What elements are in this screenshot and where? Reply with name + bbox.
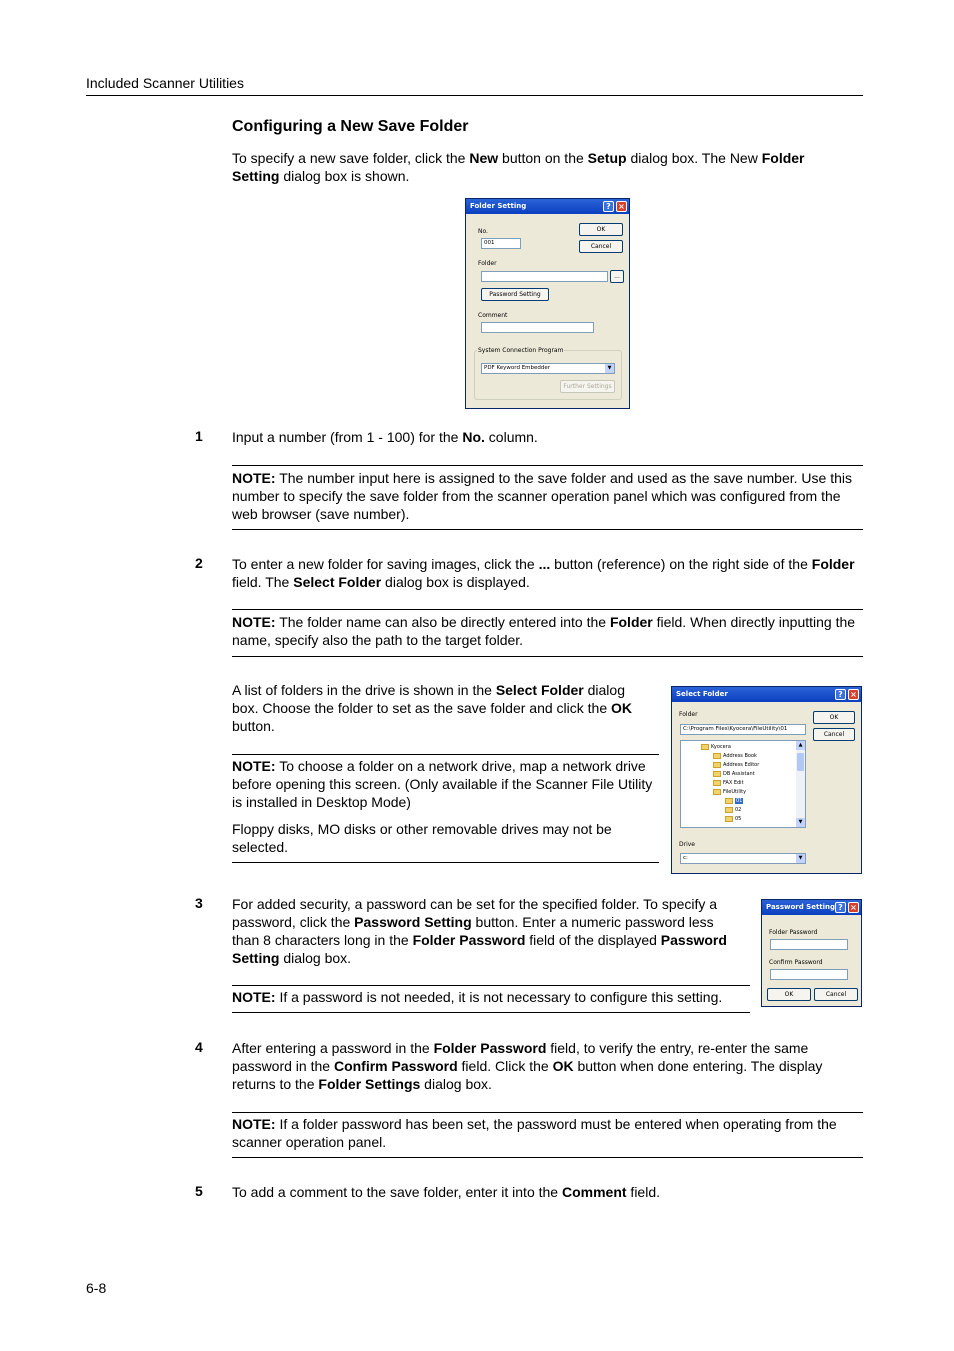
note-rule	[232, 465, 863, 466]
folder-password-label: Folder Password	[769, 929, 818, 936]
password-setting-button[interactable]: Password Setting	[481, 288, 549, 301]
folder-password-field[interactable]	[770, 939, 848, 950]
cancel-button[interactable]: Cancel	[813, 728, 855, 741]
tree-item[interactable]: FileUtility	[713, 788, 746, 796]
note-4: NOTE: If a password is not needed, it is not necessary to configure this setting.	[232, 989, 723, 1005]
folder-label: Folder	[679, 711, 698, 718]
tree-scrollbar[interactable]	[796, 741, 805, 827]
note-rule	[232, 1157, 863, 1158]
folder-open-icon	[725, 798, 733, 804]
note-5: NOTE: If a folder password has been set, the password must be entered when operating from the scanner operation panel.	[232, 1116, 837, 1150]
select-folder-dialog	[671, 686, 862, 874]
note-rule	[232, 609, 863, 610]
group-label: System Connection Program	[478, 347, 564, 354]
step-number: 5	[195, 1183, 203, 1199]
folder-icon	[713, 780, 721, 786]
intro-paragraph: To specify a new save folder, click the New button on the Setup dialog box. The New Folder Setting dialog box is shown.	[232, 150, 805, 184]
confirm-password-label: Confirm Password	[769, 959, 823, 966]
browse-button[interactable]: ...	[610, 270, 624, 283]
tree-item[interactable]: Address Editor	[713, 761, 759, 769]
step-number: 1	[195, 428, 203, 444]
step-number: 3	[195, 895, 203, 911]
note-rule	[232, 862, 659, 863]
folder-icon	[713, 762, 721, 768]
tree-item[interactable]: 02	[725, 806, 741, 814]
tree-item-selected[interactable]: 01	[725, 797, 743, 805]
tree-item[interactable]: Kyocera	[701, 743, 731, 751]
note-rule	[232, 1112, 863, 1113]
comment-field[interactable]	[481, 322, 594, 333]
note-rule	[232, 1012, 750, 1013]
note-rule	[232, 985, 750, 986]
close-icon[interactable]: ×	[848, 902, 859, 913]
folder-field[interactable]	[481, 271, 608, 282]
step-5-text: To add a comment to the save folder, enter it into the Comment field.	[232, 1184, 661, 1200]
ok-button[interactable]: OK	[813, 711, 855, 724]
drive-select[interactable]: c: ▼	[680, 853, 806, 864]
ok-button[interactable]: OK	[579, 223, 623, 236]
scroll-up-icon[interactable]: ▲	[796, 741, 805, 750]
folder-setting-dialog	[465, 198, 630, 409]
note-rule	[232, 656, 863, 657]
dialog-title-bar: Folder Setting	[466, 199, 629, 214]
note-3-extra: Floppy disks, MO disks or other removable drives may not be selected.	[232, 821, 612, 855]
help-icon[interactable]: ?	[835, 689, 846, 700]
step-1-text: Input a number (from 1 - 100) for the No. column.	[232, 429, 538, 445]
note-2: NOTE: The folder name can also be directly entered into the Folder field. When directly inputting the name, specify also the path to the target folder.	[232, 614, 856, 648]
note-1: NOTE: The number input here is assigned to the save folder and used as the save number. Use this number to specify the save folder from the scanner operation panel which was configured from the web browser (save number).	[232, 470, 852, 522]
comment-label: Comment	[478, 312, 508, 319]
help-icon[interactable]: ?	[603, 201, 614, 212]
step-3-text: For added security, a password can be set for the specified folder. To specify a password, click the Password Setting button. Enter a numeric password less than 8 characters long in the Folder Password field of the displayed Password Setting dialog box.	[232, 896, 727, 966]
step-number: 4	[195, 1039, 203, 1055]
cancel-button[interactable]: Cancel	[579, 240, 623, 253]
close-icon[interactable]: ×	[616, 201, 627, 212]
step-2-text: To enter a new folder for saving images, click the ... button (reference) on the right side of the Folder field. The Select Folder dialog box is displayed.	[232, 556, 855, 590]
folder-path-field[interactable]: C:\Program Files\Kyocera\FileUtility\01	[680, 724, 806, 735]
tree-item[interactable]: DB Assistant	[713, 770, 755, 778]
note-3: NOTE: To choose a folder on a network drive, map a network drive before opening this screen. (Only available if the Scanner File Utility is installed in Desktop Mode)	[232, 758, 653, 810]
folder-icon	[725, 807, 733, 813]
tree-item[interactable]: FAX Edit	[713, 779, 744, 787]
folder-icon	[713, 789, 721, 795]
folder-icon	[713, 753, 721, 759]
no-label: No.	[478, 228, 488, 235]
dialog-title-bar: Select Folder	[672, 687, 861, 702]
drive-label: Drive	[679, 841, 695, 848]
program-select[interactable]: PDF Keyword Embedder ▼	[481, 363, 615, 374]
step-4-text: After entering a password in the Folder Password field, to verify the entry, re-enter the same password in the Confirm Password field. Click the OK button when done entering. The display returns to the Folder Settings dialog box.	[232, 1040, 823, 1092]
section-title: Configuring a New Save Folder	[232, 118, 469, 135]
folder-label: Folder	[478, 260, 497, 267]
no-field[interactable]: 001	[481, 238, 521, 249]
cancel-button[interactable]: Cancel	[814, 988, 858, 1001]
folder-icon	[701, 744, 709, 750]
header-rule	[86, 95, 863, 96]
page-number: 6-8	[86, 1280, 107, 1296]
folder-icon	[713, 771, 721, 777]
chevron-down-icon[interactable]: ▼	[796, 854, 805, 863]
note-rule	[232, 529, 863, 530]
password-setting-dialog	[761, 899, 862, 1007]
running-title: Included Scanner Utilities	[86, 75, 244, 91]
note-rule	[232, 754, 659, 755]
folder-tree[interactable]	[680, 740, 806, 828]
scroll-down-icon[interactable]: ▼	[796, 818, 805, 827]
step-number: 2	[195, 555, 203, 571]
scroll-thumb[interactable]	[797, 753, 804, 771]
folder-icon	[725, 816, 733, 822]
tree-item[interactable]: 05	[725, 815, 741, 823]
chevron-down-icon[interactable]: ▼	[605, 364, 614, 373]
select-folder-paragraph: A list of folders in the drive is shown in the Select Folder dialog box. Choose the folder to set as the save folder and click the OK button.	[232, 682, 632, 734]
ok-button[interactable]: OK	[767, 988, 811, 1001]
tree-item[interactable]: Address Book	[713, 752, 757, 760]
close-icon[interactable]: ×	[848, 689, 859, 700]
dialog-title-bar: Password Setting	[762, 900, 861, 915]
help-icon[interactable]: ?	[835, 902, 846, 913]
confirm-password-field[interactable]	[770, 969, 848, 980]
further-settings-button[interactable]: Further Settings	[560, 380, 615, 393]
